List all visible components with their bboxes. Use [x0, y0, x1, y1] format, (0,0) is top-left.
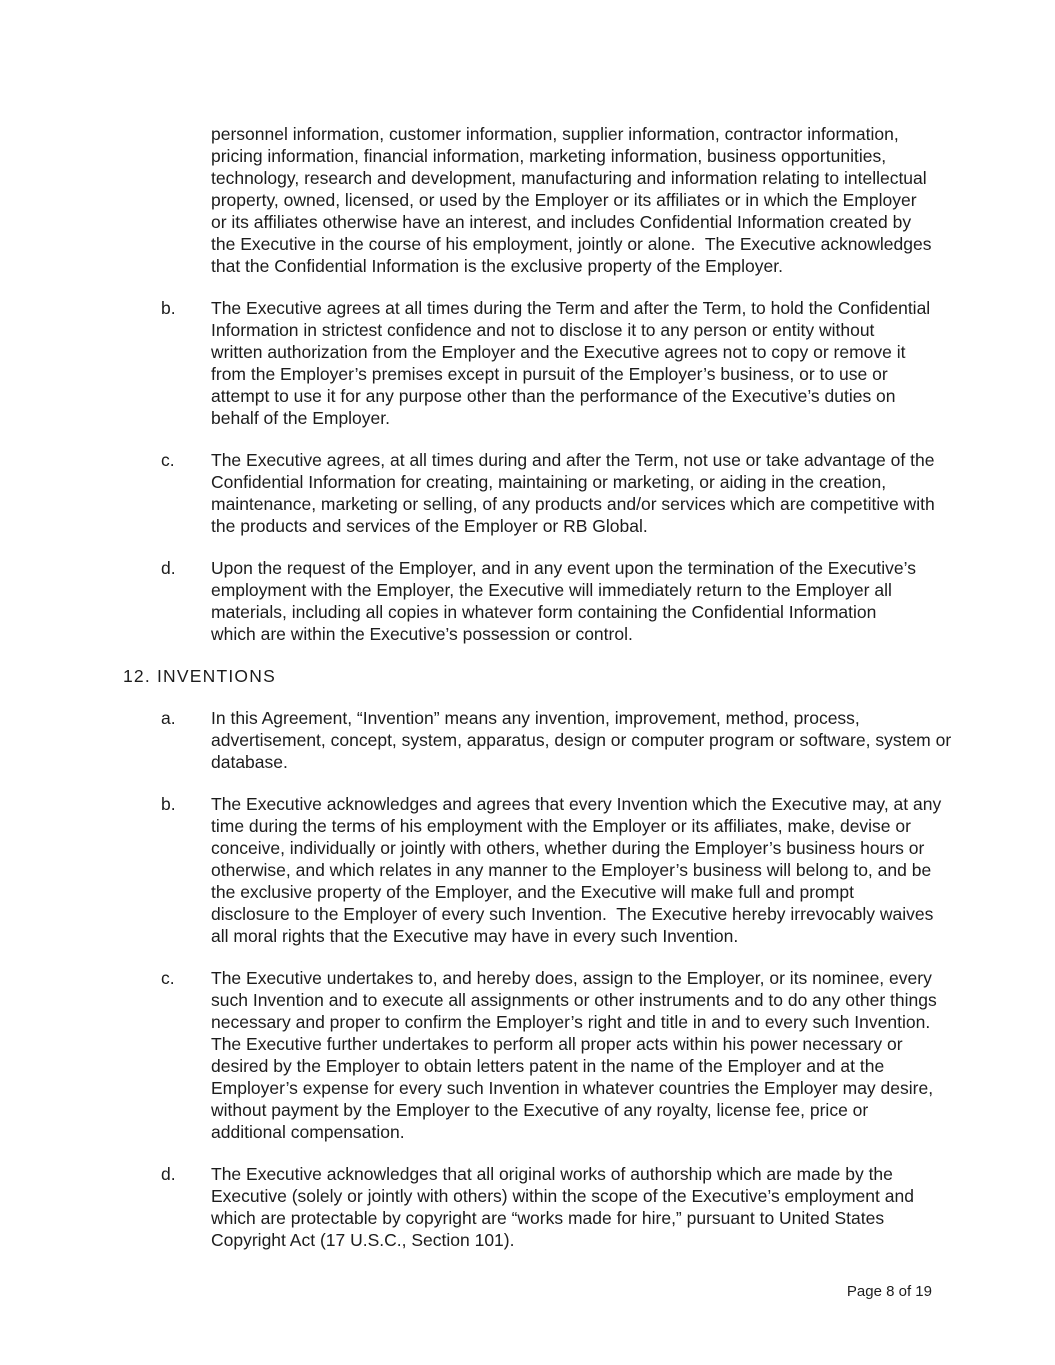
list-marker: c. [161, 968, 175, 988]
text-line: such Invention and to execute all assignments or other instruments and to do any other things [211, 990, 937, 1010]
text-line: conceive, individually or jointly with others, whether during the Employer’s business hours or [211, 838, 925, 858]
text-line: attempt to use it for any purpose other than the performance of the Executive’s duties on [211, 386, 896, 406]
text-line: time during the terms of his employment with the Employer or its affiliates, make, devise or [211, 816, 911, 836]
list-marker: d. [161, 558, 176, 578]
text-line: which are within the Executive’s possession or control. [211, 624, 633, 644]
text-line: In this Agreement, “Invention” means any invention, improvement, method, process, [211, 708, 860, 728]
text-line: Upon the request of the Employer, and in any event upon the termination of the Executive’s [211, 558, 916, 578]
page-number: Page 8 of 19 [846, 1283, 932, 1300]
text-line: necessary and proper to confirm the Employer’s right and title in and to every such Invention. [211, 1012, 931, 1032]
text-line: otherwise, and which relates in any manner to the Employer’s business will belong to, and be [211, 860, 932, 880]
text-line: The Executive acknowledges that all original works of authorship which are made by the [211, 1164, 893, 1184]
section-heading-inventions: 12. INVENTIONS [123, 666, 276, 686]
text-line: Information in strictest confidence and not to disclose it to any person or entity without [211, 320, 875, 340]
text-line: Copyright Act (17 U.S.C., Section 101). [211, 1230, 515, 1250]
list-marker: c. [161, 450, 175, 470]
text-line: The Executive acknowledges and agrees that every Invention which the Executive may, at any [211, 794, 942, 814]
text-line: behalf of the Employer. [211, 408, 390, 428]
text-line: disclosure to the Employer of every such Invention. The Executive hereby irrevocably waives [211, 904, 934, 924]
text-line: Employer’s expense for every such Invention in whatever countries the Employer may desire, [211, 1078, 934, 1098]
text-line: property, owned, licensed, or used by the Employer or its affiliates or in which the Employer [211, 190, 917, 210]
text-line: Executive (solely or jointly with others) within the scope of the Executive’s employment and [211, 1186, 914, 1206]
clause-12a [0, 707, 1055, 773]
clause-12b [0, 793, 1055, 947]
text-line: which are protectable by copyright are “works made for hire,” pursuant to United States [211, 1208, 885, 1228]
text-line: desired by the Employer to obtain letters patent in the name of the Employer and at the [211, 1056, 885, 1076]
clause-11d [0, 557, 1055, 645]
text-line: or its affiliates otherwise have an interest, and includes Confidential Information created by [211, 212, 912, 232]
text-line: The Executive undertakes to, and hereby does, assign to the Employer, or its nominee, every [211, 968, 932, 988]
text-line: advertisement, concept, system, apparatus, design or computer program or software, system or [211, 730, 952, 750]
list-marker: a. [161, 708, 176, 728]
text-line: technology, research and development, manufacturing and information relating to intellectual [211, 168, 927, 188]
list-marker: b. [161, 298, 176, 318]
text-line: pricing information, financial information, marketing information, business opportunities, [211, 146, 887, 166]
text-line: materials, including all copies in whatever form containing the Confidential Information [211, 602, 877, 622]
text-line: the exclusive property of the Employer, and the Executive will make full and prompt [211, 882, 854, 902]
text-line: written authorization from the Employer and the Executive agrees not to copy or remove it [211, 342, 906, 362]
clause-11c [0, 449, 1055, 537]
text-line: The Executive further undertakes to perform all proper acts within his power necessary or [211, 1034, 903, 1054]
text-line: employment with the Employer, the Executive will immediately return to the Employer all [211, 580, 892, 600]
text-line: without payment by the Employer to the Executive of any royalty, license fee, price or [211, 1100, 869, 1120]
text-line: all moral rights that the Executive may have in every such Invention. [211, 926, 739, 946]
text-line: personnel information, customer information, supplier information, contractor information, [211, 124, 899, 144]
text-line: Confidential Information for creating, maintaining or marketing, or aiding in the creation, [211, 472, 887, 492]
list-marker: d. [161, 1164, 176, 1184]
text-line: that the Confidential Information is the exclusive property of the Employer. [211, 256, 783, 276]
clause-11b [0, 297, 1055, 429]
text-line: The Executive agrees at all times during the Term and after the Term, to hold the Confidential [211, 298, 931, 318]
document-body [0, 123, 1055, 1271]
text-line: maintenance, marketing or selling, of any products and/or services which are competitive with [211, 494, 935, 514]
text-line: The Executive agrees, at all times during and after the Term, not use or take advantage of the [211, 450, 935, 470]
clause-12c [0, 967, 1055, 1143]
list-marker: b. [161, 794, 176, 814]
text-line: additional compensation. [211, 1122, 405, 1142]
clause-12d [0, 1163, 1055, 1251]
text-line: from the Employer’s premises except in pursuit of the Employer’s business, or to use or [211, 364, 888, 384]
continued-paragraph [0, 123, 1055, 277]
text-line: the Executive in the course of his employment, jointly or alone. The Executive acknowledges [211, 234, 932, 254]
text-line: the products and services of the Employer or RB Global. [211, 516, 648, 536]
text-line: database. [211, 752, 288, 772]
